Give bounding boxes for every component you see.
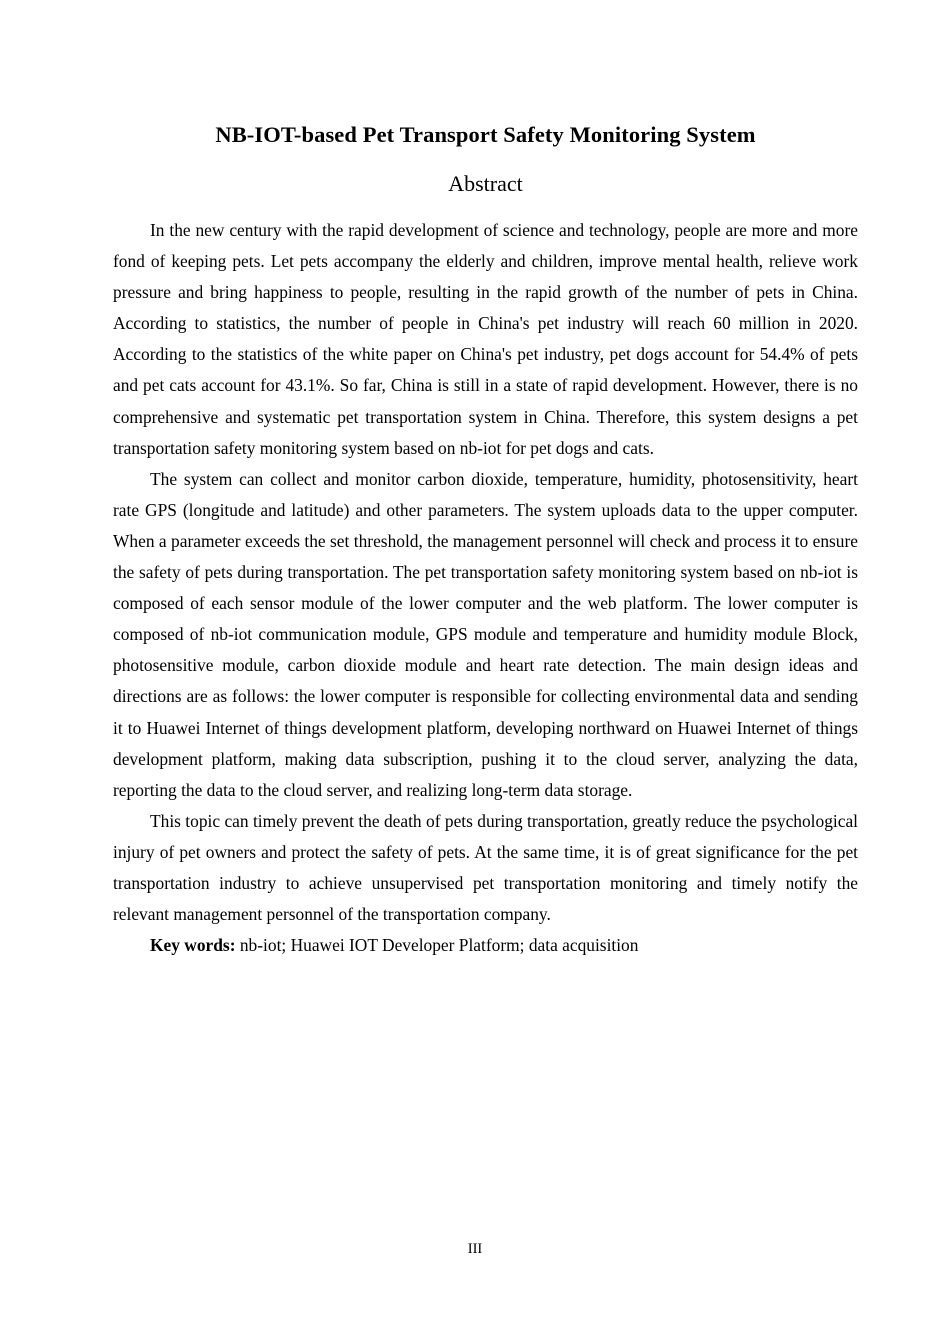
abstract-paragraph-3: This topic can timely prevent the death of pets during transportation, greatly reduce the psychological injury of pet owners and protect the safety of pets. At the same time, it is of great significance for the pet transportation industry to achieve unsupervised pet transportation monitoring and timely notify the relevant management personnel of the transportation company. — [113, 810, 858, 925]
keywords-value: nb-iot; Huawei IOT Developer Platform; data acquisition — [239, 935, 639, 956]
abstract-paragraph-2: The system can collect and monitor carbon dioxide, temperature, humidity, photosensitivity, heart rate GPS (longitude and latitude) and other parameters. The system uploads data to the upper computer. When a parameter exceeds the set threshold, the management personnel will check and process it to ensure the safety of pets during transportation. The pet transportation safety monitoring system based on nb-iot is composed of each sensor module of the lower computer and the web platform. The lower computer is composed of nb-iot communication module, GPS module and temperature and humidity module Block, photosensitive module, carbon dioxide module and heart rate detection. The main design ideas and directions are as follows: the lower computer is responsible for collecting environmental data and sending it to Huawei Internet of things development platform, developing northward on Huawei Internet of things development platform, making data subscription, pushing it to the cloud server, analyzing the data, reporting the data to the cloud server, and realizing long-term data storage. — [113, 468, 858, 800]
abstract-paragraph-1: In the new century with the rapid development of science and technology, people are more and more fond of keeping pets. Let pets accompany the elderly and children, improve mental health, relieve work pressure and bring happiness to people, resulting in the rapid growth of the number of pets in China. According to statistics, the number of people in China's pet industry will reach 60 million in 2020. According to the statistics of the white paper on China's pet industry, pet dogs account for 54.4% of pets and pet cats account for 43.1%. So far, China is still in a state of rapid development. However, there is no comprehensive and systematic pet transportation system in China. Therefore, this system designs a pet transportation safety monitoring system based on nb-iot for pet dogs and cats. — [113, 220, 858, 458]
abstract-body — [113, 215, 858, 961]
abstract-content — [113, 118, 858, 961]
keywords-line — [113, 930, 858, 961]
page-number: III — [467, 1241, 483, 1257]
abstract-heading: Abstract — [448, 171, 523, 196]
page-title: NB-IOT-based Pet Transport Safety Monitoring System — [215, 122, 756, 147]
keywords-label: Key words: — [150, 935, 236, 956]
